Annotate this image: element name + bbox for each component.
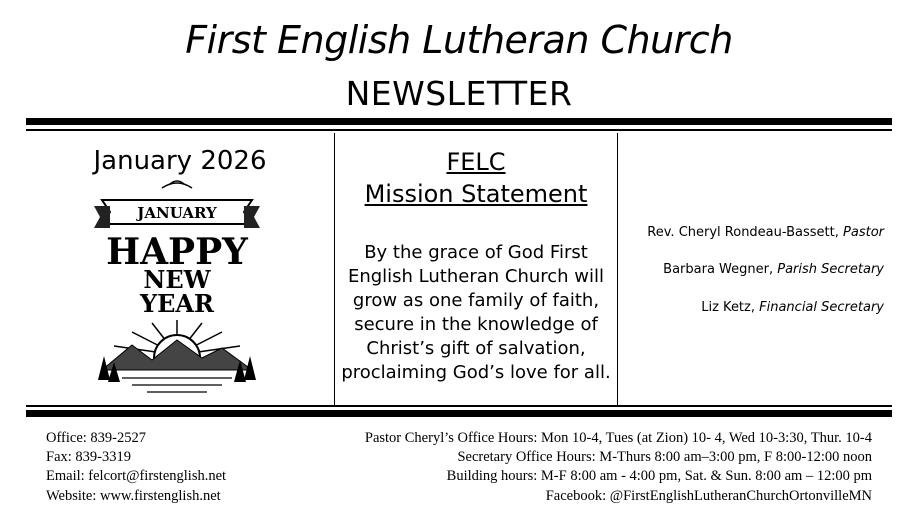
mission-line: By the grace of God First: [364, 242, 588, 263]
issue-date: January 2026: [93, 146, 267, 176]
email-link[interactable]: Email: felcort@firstenglish.net: [46, 468, 227, 485]
staff-role: Financial Secretary: [759, 300, 884, 315]
banner-text: JANUARY: [137, 204, 217, 222]
greeting-new: NEW: [143, 265, 211, 294]
newsletter-label: NEWSLETTER: [345, 74, 573, 113]
page-title: First English Lutheran Church: [185, 18, 733, 62]
fax-number: Fax: 839-3319: [46, 449, 131, 466]
greeting-happy: HAPPY: [106, 231, 248, 273]
mission-heading-felc: FELC: [446, 148, 506, 176]
mission-line: proclaiming God’s love for all.: [341, 362, 611, 383]
staff-role: Pastor: [843, 225, 884, 240]
pastor-hours: Pastor Cheryl’s Office Hours: Mon 10-4, Tues (at Zion) 10- 4, Wed 10-3:30, Thur. 10-4: [364, 430, 872, 446]
staff-parish-secretary: [604, 262, 884, 277]
mission-text: [335, 241, 617, 385]
contact-info: [46, 429, 226, 506]
staff-name: Rev. Cheryl Rondeau-Bassett,: [647, 225, 839, 240]
top-rule-thin: [26, 129, 892, 131]
facebook-link[interactable]: Facebook: @FirstEnglishLutheranChurchOrtonvilleMN: [545, 487, 872, 504]
greeting-year: YEAR: [140, 289, 214, 318]
staff-role: Parish Secretary: [777, 262, 884, 277]
bottom-rule-thin: [26, 405, 892, 407]
staff-name: Liz Ketz,: [701, 300, 755, 315]
mission-line: English Lutheran Church will: [347, 266, 605, 287]
secretary-hours: Secretary Office Hours: M-Thurs 8:00 am–3:00 pm, F 8:00-12:00 noon: [457, 449, 872, 466]
staff-financial-secretary: [604, 300, 884, 315]
staff-pastor: [604, 225, 884, 240]
mission-line: grow as one family of faith,: [352, 290, 600, 311]
mission-heading-statement: Mission Statement: [364, 180, 588, 208]
website-link[interactable]: Website: www.firstenglish.net: [46, 487, 221, 504]
staff-name: Barbara Wegner,: [663, 262, 774, 277]
mission-line: secure in the knowledge of: [354, 314, 598, 335]
office-phone: Office: 839-2527: [46, 430, 146, 446]
mission-heading: [335, 146, 617, 210]
office-hours: [365, 429, 872, 506]
building-hours: Building hours: M-F 8:00 am - 4:00 pm, Sat. & Sun. 8:00 am – 12:00 pm: [446, 468, 872, 485]
mission-line: Christ’s gift of salvation,: [366, 338, 586, 359]
bottom-rule-thick: [26, 410, 892, 417]
happy-new-year-illustration: [92, 180, 262, 400]
top-rule-thick: [26, 118, 892, 125]
